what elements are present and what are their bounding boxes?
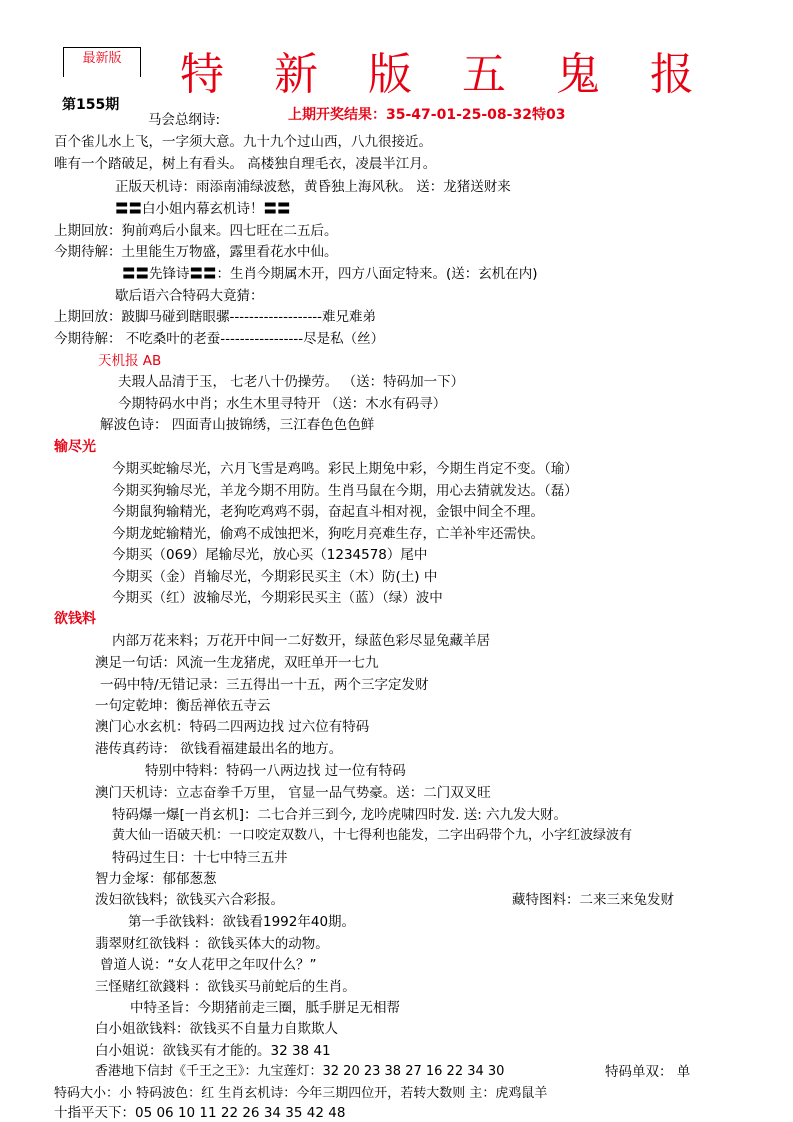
edition-badge: 最新版 (63, 47, 141, 77)
text-line: 歇后语六合特码大竟猜： (115, 288, 264, 304)
text-line: 今期待解： 不吃桑叶的老蚕-----------------尽是私（丝） (54, 331, 385, 347)
text-line: 夫瑕人品清于玉， 七老八十仍操劳。 （送：特码加一下） (118, 374, 465, 390)
text-line: 黄大仙一语破天机：一口咬定双数八，十七得利也能发，二字出码带个九，小字红波绿波有 (112, 828, 633, 843)
text-line: 今期特码水中肖；水生木里寻特开 （送：木水有码寻） (118, 396, 447, 412)
text-line: 澳门心水玄机：特码二四两边找 过六位有特码 (95, 719, 370, 735)
text-line: 智力金塚：郁郁葱葱 (95, 871, 217, 887)
text-line: 今期买（069）尾输尽光，放心买（1234578）尾中 (112, 547, 428, 563)
text-line: 三怪赌红欲錢料 ：欲钱买马前蛇后的生肖。 (95, 979, 356, 995)
text-line: 内部万花来料；万花开中间一二好数开，绿蓝色彩尽显兔藏羊居 (112, 633, 490, 649)
text-line: 今期买狗输尽光，羊龙今期不用防。生肖马鼠在今期，用心去猜就发达。（磊） (112, 483, 578, 499)
text-line: 上期回放：跛脚马碰到瞎眼骡-------------------难兄难弟 (54, 309, 377, 325)
text-line: 翡翠财红欲钱料 ：欲钱买体大的动物。 (95, 936, 329, 952)
text-line: 唯有一个踏破足，树上有看头。 高楼独自理毛衣，凌晨半江月。 (54, 156, 437, 172)
text-line: 今期买（红）波输尽光，今期彩民买主（蓝）（绿）波中 (112, 590, 443, 606)
text-line: 白小姐欲钱料：欲钱买不自量力自欺欺人 (95, 1021, 338, 1037)
text-line: 白小姐说：欲钱买有才能的。32 38 41 (95, 1043, 331, 1059)
text-line: 今期买（金）肖输尽光，今期彩民买主（木）防(土) 中 (112, 569, 438, 585)
text-line: 泼妇欲钱料；欲钱买六合彩报。 (95, 892, 284, 908)
text-line: 特码过生日：十七中特三五井 (112, 850, 288, 866)
text-line: 特别中特料：特码一八两边找 过一位有特码 (145, 763, 406, 779)
text-line: 一句定乾坤：衡岳禅依五寺云 (95, 698, 271, 714)
text-line: 第一手欲钱料：欲钱看1992年40期。 (128, 914, 356, 930)
section-heading: 欲钱料 (54, 611, 96, 627)
text-line: 十指平天下：05 06 10 11 22 26 34 35 42 48 (54, 1105, 346, 1121)
text-line: 特码爆一爆[一肖玄机]：二七合并三到今, 龙吟虎啸四时发. 送: 六九发大财。 (112, 807, 568, 823)
text-line: 解波色诗： 四面青山披锦绣，三江春色色色鲜 (100, 417, 375, 433)
text-line: 上期回放：狗前鸡后小鼠来。四七旺在二五后。 (54, 223, 338, 239)
text-line: 今期待解：土里能生万物盛，露里看花水中仙。 (54, 244, 338, 260)
section-heading: 天机报 AB (98, 353, 162, 369)
text-line: 一码中特/无错记录：三五得出一十五，两个三字定发财 (100, 677, 429, 693)
text-line: 今期买蛇输尽光，六月飞雪是鸡鸣。彩民上期兔中彩，今期生肖定不变。（瑜） (112, 461, 578, 477)
text-line: 特码单双： 单 (605, 1064, 691, 1080)
text-line: 今期龙蛇输精光，偷鸡不成蚀把米，狗吃月亮难生存，亡羊补牢还需快。 (112, 526, 544, 542)
text-line: 中特圣旨：今期猪前走三圈，胝手胼足无相帮 (130, 1000, 400, 1016)
text-line: 澳足一句话：风流一生龙猪虎，双旺单开一七九 (95, 655, 379, 671)
text-line: 澳门天机诗：立志奋拳千万里， 官显一品气势豪。送：二门双叉旺 (95, 785, 491, 801)
text-line: 港传真药诗： 欲钱看福建最出名的地方。 (95, 741, 343, 757)
page-title: 特 新 版 五 鬼 报 (180, 49, 712, 100)
text-line: 曾道人说：“女人花甲之年叹什么？” (100, 957, 317, 973)
issue-number: 第155期 (62, 97, 120, 113)
text-line: 特码大小：小 特码波色：红 生肖玄机诗：今年三期四位开，若转大数则 主：虎鸡鼠羊 (54, 1086, 548, 1101)
text-line: 今期鼠狗输精光，老狗吃鸡鸡不弱，奋起直斗相对视，金银中间全不理。 (112, 504, 544, 520)
last-draw-result: 上期开奖结果：35-47-01-25-08-32特03 (288, 107, 566, 123)
text-line: 〓〓先锋诗〓〓：生肖今期属木开，四方八面定特来。(送：玄机在内) (122, 266, 538, 282)
poem-heading: 马会总纲诗: (148, 112, 221, 128)
text-line: 藏特图料：二来三来兔发财 (512, 892, 674, 908)
text-line: 〓〓白小姐内幕玄机诗！〓〓 (115, 201, 291, 217)
section-heading: 输尽光 (54, 439, 96, 455)
text-line: 正版天机诗：雨添南浦绿波愁，黄昏独上海风秋。 送：龙猪送财来 (115, 179, 511, 195)
text-line: 百个雀儿水上飞，一字须大意。九十九个过山西，八九很接近。 (54, 134, 432, 150)
text-line: 香港地下信封《千王之王》：九宝莲灯：32 20 23 38 27 16 22 34 30 (95, 1064, 505, 1079)
